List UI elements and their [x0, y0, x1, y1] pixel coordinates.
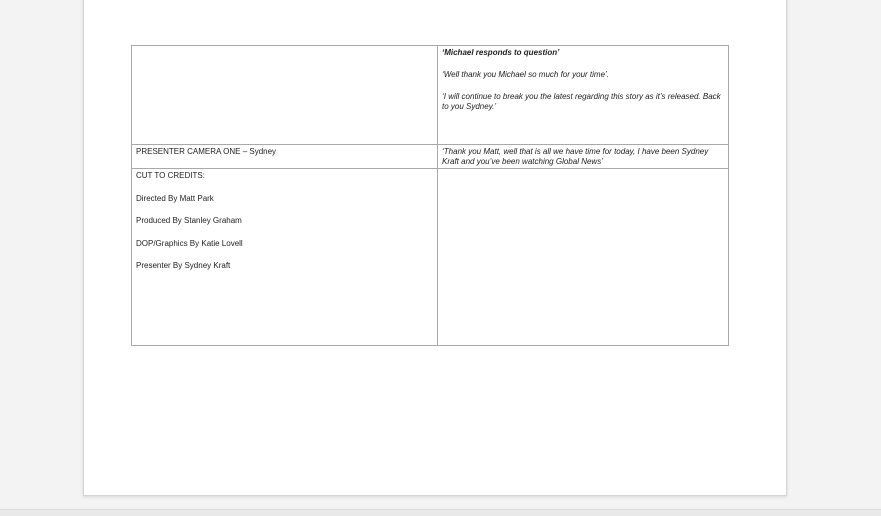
stage-direction: ‘Michael responds to question’ [442, 48, 560, 57]
table-cell-audio[interactable] [438, 46, 729, 145]
document-page[interactable] [83, 0, 787, 496]
table-row [132, 145, 729, 169]
table-cell-visual[interactable] [132, 145, 438, 169]
script-table [131, 45, 729, 346]
credit-line: Directed By Matt Park [136, 193, 214, 203]
table-cell-audio[interactable] [438, 169, 729, 346]
credits-heading: CUT TO CREDITS: [136, 171, 205, 180]
table-cell-visual[interactable] [132, 169, 438, 346]
credit-line: Presenter By Sydney Kraft [136, 261, 231, 270]
dialogue-line: ‘Thank you Matt, well that is all we have time for today, I have been Sydney Kraft and you’ve been watching Global News’ [442, 147, 709, 166]
table-cell-audio[interactable] [438, 145, 729, 169]
dialogue-line: ‘Well thank you Michael so much for your time’. [442, 70, 610, 79]
shot-description: PRESENTER CAMERA ONE – Sydney [136, 147, 277, 156]
table-row [132, 169, 729, 346]
dialogue-line: ‘I will continue to break you the latest regarding this story as it’s released. Back to you Sydney.’ [442, 92, 721, 111]
table-cell-visual[interactable] [132, 46, 438, 145]
credit-line: Produced By Stanley Graham [136, 216, 242, 225]
credit-line: DOP/Graphics By Katie Lovell [136, 238, 243, 248]
table-row [132, 46, 729, 145]
